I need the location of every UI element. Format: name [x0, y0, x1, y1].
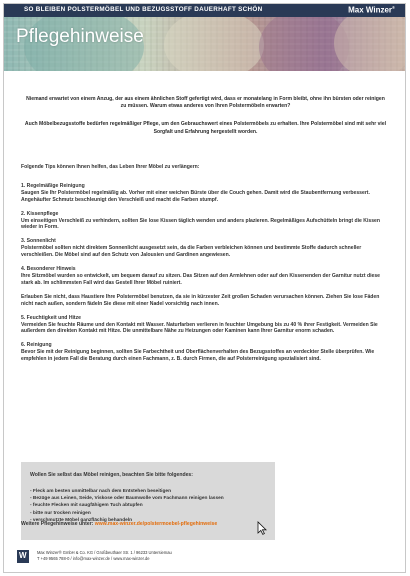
tip-item: [21, 342, 391, 363]
cleaning-info-box: [21, 462, 275, 540]
footer-address: Max Winzer® GmbH & Co. KG / Großbeuthaer Str. 1 / 96233 Untersiemau: [37, 550, 172, 555]
care-instructions-link[interactable]: www.max-winzer.de/polstermoebel-pflegehinweise: [94, 521, 218, 527]
tip-heading: 2. Kissenpflege: [21, 210, 59, 217]
footer-contact: T +49 9565 788-0 / info@max-winzer.de / www.max-winzer.de: [37, 556, 150, 561]
list-item: - Fleck am besten unmittelbar nach dem Entstehen beseitigen: [30, 489, 172, 494]
document-page: [3, 3, 406, 573]
intro-paragraph: Niemand erwartet von einem Anzug, der aus einem ähnlichen Stoff gefertigt wird, dass er monatelang in Form bleibt, ohne ihn bürsten oder reinigen zu müssen. Warum etwas anderes von Ihren Polstermöbeln erwarten?: [26, 96, 385, 110]
tip-item: [21, 294, 391, 308]
brand-logo: Max Winzer®: [348, 5, 395, 15]
list-item: - verschmutzte Möbel ganzflächig behandeln: [30, 517, 133, 523]
more-info-line: [21, 521, 217, 527]
tip-text: Bevor Sie mit der Reinigung beginnen, sollten Sie Farbechtheit und Oberflächenverhalten des Bezugsstoffes an verdeckter Stelle überprüfen. Wie empfehlen in jedem Fall die Beratung durch einen Fachmann, z. B. durch Firmen, die auf Polsterreinigung spezialisiert sind.: [21, 349, 375, 363]
tip-heading: 4. Besonderer Hinweis: [21, 266, 76, 273]
top-banner: [4, 4, 405, 17]
tips-section: [21, 164, 391, 370]
list-item: - Bezüge aus Leinen, Seide, Viskose oder Baumwolle vom Fachmann reinigen lassen: [30, 496, 224, 502]
company-logo: W: [17, 550, 29, 563]
tip-item: [21, 238, 391, 259]
list-item: - feuchte Flecken mit saugfähigem Tuch abtupfen: [30, 503, 143, 509]
tip-text: Ihre Sitzmöbel wurden so entwickelt, um bequem darauf zu sitzen. Das Sitzen auf den Armlehnen oder auf den Kissenenden der Garnitur nutzt diese stark ab. Im schlimmsten Fall wird das Gestell Ihrer Möbel ruiniert.: [21, 272, 380, 286]
tip-heading: 1. Regelmäßige Reinigung: [21, 182, 85, 189]
tip-text: Vermeiden Sie feuchte Räume und den Kontakt mit Wasser. Naturfarben verlieren in feuchter Umgebung bis zu 40 % ihrer Festigkeit. Vermeiden Sie außerdem den direkten Kontakt mit Hitze. Die unmittelbare Nähe zu Heizungen oder Kaminen kann Ihrer Garnitur enorm schaden.: [21, 321, 378, 335]
tip-heading: 5. Feuchtigkeit und Hitze: [21, 314, 81, 321]
list-item: - bitte nur trocken reinigen: [30, 510, 91, 516]
footer: [17, 550, 397, 566]
box-title: Wollen Sie selbst das Möbel reinigen, beachten Sie bitte folgendes:: [30, 472, 193, 478]
tip-text: Polstermöbel sollten nicht direktem Sonnenlicht ausgesetzt sein, da die Farben verbleichen können und bestimmte Stoffe dadurch schneller verschleißen. Die Möbel sind auf den Schutz von Jalousien und Gardinen angewiesen.: [21, 245, 362, 259]
more-label: Weitere Pflegehinweise unter:: [21, 521, 95, 527]
tip-text: Saugen Sie Ihr Polstermöbel regelmäßig ab. Vorher mit einer weichen Bürste über die Couch gehen. Damit wird die Staubentfernung verbessert. Angehäufter Schmutz beschleunigt den Verschleiß und macht die Farben stumpf.: [21, 189, 370, 203]
tip-text: Um einseitigen Verschleiß zu verhindern, sollten Sie lose Kissen täglich wenden und anders plazieren. Regelmäßiges Aufschütteln bringt die Kissen wieder in Form.: [21, 217, 381, 231]
tips-lead: Folgende Tips können Ihnen helfen, das Leben Ihrer Möbel zu verlängern:: [21, 164, 200, 170]
tip-item: [21, 211, 391, 232]
intro-paragraph: Auch Möbelbezugsstoffe bedürfen regelmäßiger Pflege, um den Gebrauchswert eines Polstermöbels zu erhalten. Ihre Polstermöbel sind mit sehr viel Sorgfalt und Erfahrung hergestellt worden.: [24, 121, 387, 135]
tagline: SO BLEIBEN POLSTERMÖBEL UND BEZUGSSTOFF DAUERHAFT SCHÖN: [24, 6, 263, 13]
box-list: [30, 488, 224, 524]
mouse-cursor-icon: [257, 521, 267, 535]
tip-heading: 3. Sonnenlicht: [21, 238, 56, 245]
page-title: Pflegehinweise: [16, 26, 144, 47]
hero-fabric-image: [4, 17, 405, 71]
tip-item: [21, 266, 391, 287]
tip-item: [21, 315, 391, 336]
tip-text: Erlauben Sie nicht, dass Haustiere Ihre Polstermöbel benutzen, da sie in kürzester Zeit großen Schaden verursachen können. Ziehen Sie lose Fäden nicht nach außen, sondern fädeln Sie diese mit einer Nadel vorsichtig nach innen.: [21, 293, 380, 307]
tip-item: [21, 183, 391, 204]
intro-text: [24, 96, 387, 147]
tip-heading: 6. Reinigung: [21, 342, 52, 349]
